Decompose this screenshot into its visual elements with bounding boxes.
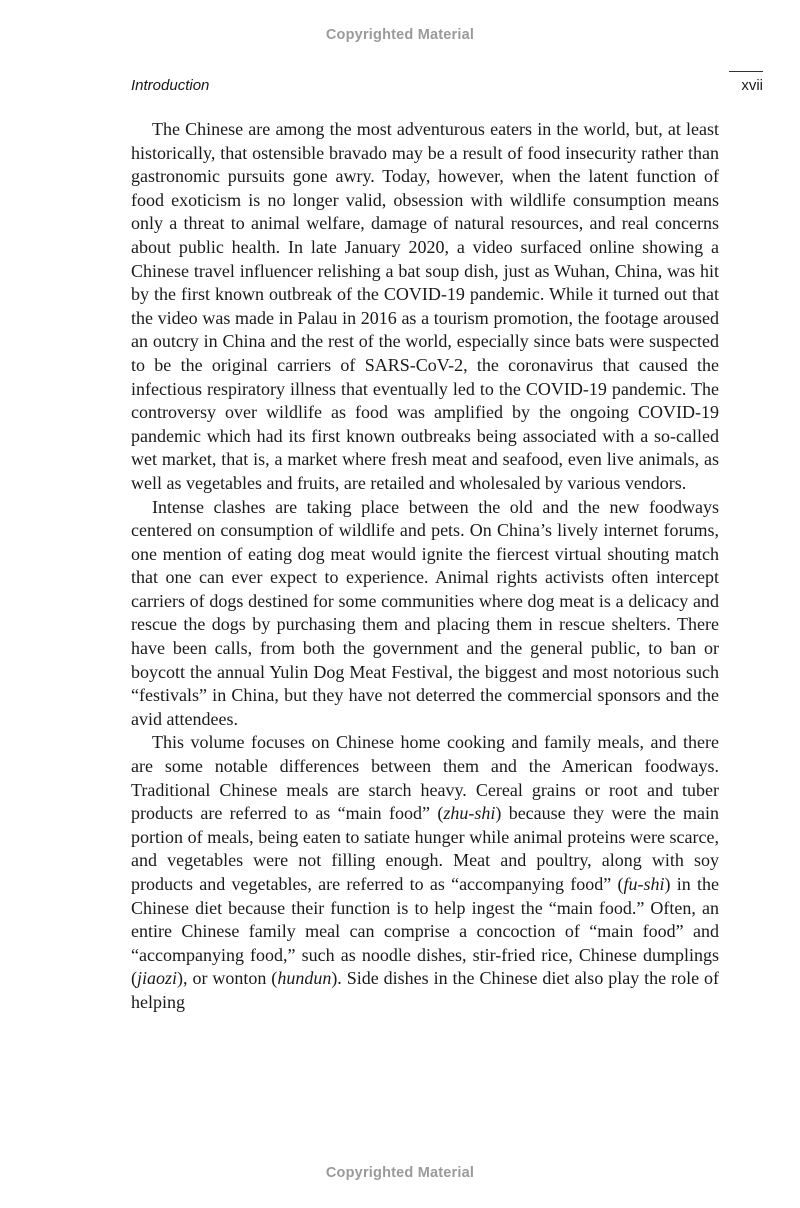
term-fu-shi: fu-shi (623, 874, 665, 894)
folio-rule (729, 71, 763, 72)
paragraph-3-text: ) in the Chinese diet because their function is to help ingest the “main food.” Often, an entire Chinese family meal can comprise a concoction of “main food” and “accompanying food,” such as noodle dishes, stir-fried rice, Chinese dumplings ( (131, 874, 719, 989)
paragraph-1-text: The Chinese are among the most adventurous eaters in the world, but, at least historically, that ostensible bravado may be a result of food insecurity rather than gastronomic pursuits gone awry. Today, however, when the latent function of food exoticism is no longer valid, obsession with wildlife consumption means only a threat to animal welfare, damage of natural resources, and real concerns about public health. In late January 2020, a video surfaced online showing a Chinese travel influencer relishing a bat soup dish, just as Wuhan, China, was hit by the first known outbreak of the COVID-19 pandemic. While it turned out that the video was made in Palau in 2016 as a tourism promotion, the footage aroused an outcry in China and the rest of the world, especially since bats were suspected to be the original carriers of SARS-CoV-2, the coronavirus that caused the infectious respiratory illness that eventually led to the COVID-19 pandemic. The controversy over wildlife as food was amplified by the ongoing COVID-19 pandemic which had its first known outbreaks being associated with a so-called wet market, that is, a market where fresh meat and seafood, even live animals, as well as vegetables and fruits, are retailed and wholesaled by various vendors. (131, 119, 719, 493)
paragraph-3-text: ), or wonton ( (177, 968, 278, 989)
term-zhu-shi: zhu-shi (443, 803, 496, 824)
paragraph-3-text: This volume focuses on Chinese home cooking and family meals, and there are some notable differences between them and the American foodways. Traditional Chinese meals are starch heavy. Cereal grains or root and tuber products are referred to as “main food” ( (131, 732, 719, 824)
term-jiaozi: jiaozi (137, 968, 178, 989)
paragraph-2-text: Intense clashes are taking place between the old and the new foodways centered on consumption of wildlife and pets. On China’s lively internet forums, one mention of eating dog meat would ignite the fiercest virtual shouting match that one can ever expect to experience. Animal rights activists often intercept carriers of dogs destined for some communities where dog meat is a delicacy and rescue the dogs by purchasing them and placing them in rescue shelters. There have been calls, from both the government and the general public, to ban or boycott the annual Yulin Dog Meat Festival, the biggest and most notorious such “festivals” in China, but they have not deterred the commercial sponsors and the avid attendees. (131, 496, 719, 729)
watermark-bottom: Copyrighted Material (325, 1165, 475, 1181)
running-head (131, 77, 763, 99)
term-hundun: hundun (277, 968, 332, 989)
paragraph-1 (131, 118, 719, 496)
paragraph-3 (131, 731, 719, 1014)
body-text (131, 118, 719, 1015)
running-title: Introduction (131, 77, 210, 94)
page-number: xvii (741, 77, 763, 94)
watermark-top: Copyrighted Material (325, 27, 475, 43)
paragraph-3-text: ). Side dishes in the Chinese diet also play the role of helping (131, 968, 720, 1012)
paragraph-2 (131, 496, 719, 732)
paragraph-3-text: ) because they were the main portion of meals, being eaten to satiate hunger while animal proteins were scarce, and vegetables were not filling enough. Meat and poultry, along with soy products and vegetables, are referred to as “accompanying food” ( (131, 803, 720, 894)
